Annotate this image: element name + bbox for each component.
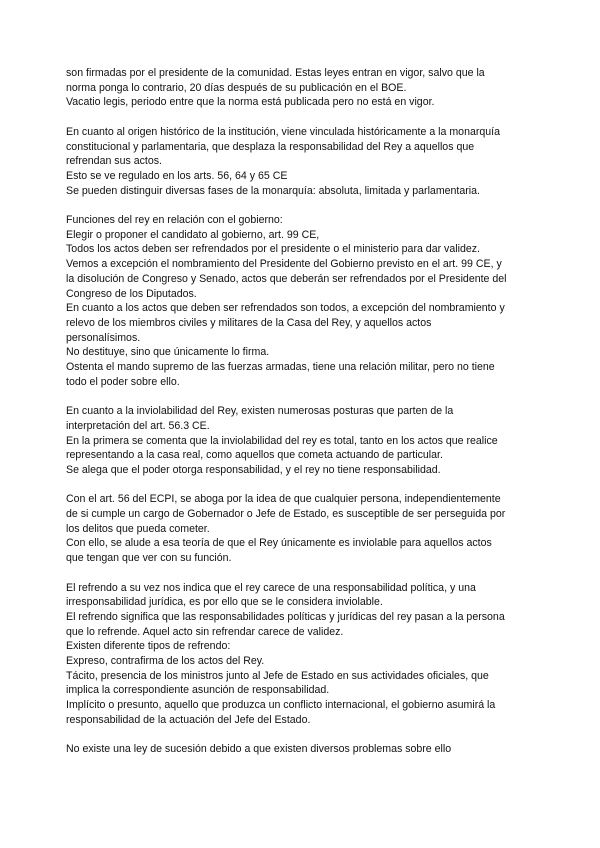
text-line: Elegir o proponer el candidato al gobierno, art. 99 CE, [66,228,320,241]
text-line: Existen diferente tipos de refrendo: [66,640,231,653]
paragraph [66,742,546,757]
text-line: responsabilidad de la actuación del Jefe del Estado. [66,713,311,726]
paragraph [66,404,546,478]
text-line: son firmadas por el presidente de la comunidad. Estas leyes entran en vigor, salvo que la [66,67,485,79]
text-line: que lo refrende. Aquel acto sin refrendar carece de validez. [66,625,344,638]
paragraph [66,66,546,110]
text-line: Ostenta el mando supremo de las fuerzas armadas, tiene una relación militar, pero no tiene [66,361,495,374]
text-line: Vacatio legis, periodo entre que la norma está publicada pero no está en vigor. [66,96,435,109]
text-line: todo el poder sobre ello. [66,375,180,388]
text-line: norma ponga lo contrario, 20 días después de su publicación en el BOE. [66,81,407,94]
text-line: de si cumple un cargo de Gobernador o Jefe de Estado, es susceptible de ser perseguida por [66,508,506,521]
paragraph [66,213,546,389]
text-line: Congreso de los Diputados. [66,287,197,300]
document-body [66,66,546,772]
text-line: Se pueden distinguir diversas fases de la monarquía: absoluta, limitada y parlamentaria. [66,184,480,197]
text-line: constitucional y parlamentaria, que desplaza la responsabilidad del Rey a aquellos que [66,140,475,153]
paragraph [66,492,546,566]
text-line: Vemos a excepción el nombramiento del Presidente del Gobierno previsto en el art. 99 CE, y [66,258,502,271]
text-line: El refrendo significa que las responsabilidades políticas y jurídicas del rey pasan a la persona [66,610,505,623]
text-line: la disolución de Congreso y Senado, actos que deberán ser refrendados por el Presidente del [66,272,507,285]
text-line: Con el art. 56 del ECPI, se aboga por la idea de que cualquier persona, independientemente [66,493,501,506]
text-line: Esto se ve regulado en los arts. 56, 64 y 65 CE [66,169,288,182]
text-line: representando a la casa real, como aquellos que cometa actuando de particular. [66,449,443,462]
text-line: Funciones del rey en relación con el gobierno: [66,214,283,226]
text-line: Implícito o presunto, aquello que produzca un conflicto internacional, el gobierno asumirá la [66,699,496,712]
text-line: personalísimos. [66,331,141,344]
text-line: El refrendo a su vez nos indica que el rey carece de una responsabilidad política, y una [66,581,476,594]
paragraph [66,125,546,199]
text-line: relevo de los miembros civiles y militares de la Casa del Rey, y aquellos actos [66,316,432,329]
text-line: refrendan sus actos. [66,155,162,168]
paragraph [66,581,546,728]
text-line: irresponsabilidad jurídica, es por ello que se le considera inviolable. [66,596,383,609]
text-line: En cuanto al origen histórico de la institución, viene vinculada históricamente a la monarquía [66,125,501,138]
text-line: Todos los actos deben ser refrendados por el presidente o el ministerio para dar validez. [66,243,480,256]
text-line: No destituye, sino que únicamente lo firma. [66,346,270,359]
text-line: Con ello, se alude a esa teoría de que el Rey únicamente es inviolable para aquellos actos [66,537,492,550]
text-line: Se alega que el poder otorga responsabilidad, y el rey no tiene responsabilidad. [66,463,441,476]
text-line: interpretación del art. 56.3 CE. [66,419,210,432]
text-line: Expreso, contrafirma de los actos del Rey. [66,655,265,668]
text-line: Tácito, presencia de los ministros junto al Jefe de Estado en sus actividades oficiales, que [66,669,489,682]
text-line: En cuanto a los actos que deben ser refrendados son todos, a excepción del nombramiento y [66,302,505,315]
text-line: En la primera se comenta que la inviolabilidad del rey es total, tanto en los actos que realice [66,434,498,447]
text-line: implica la correspondiente asunción de responsabilidad. [66,684,330,697]
text-line: No existe una ley de sucesión debido a que existen diversos problemas sobre ello [66,743,452,756]
text-line: que tengan que ver con su función. [66,552,232,565]
text-line: En cuanto a la inviolabilidad del Rey, existen numerosas posturas que parten de la [66,405,454,418]
text-line: los delitos que pueda cometer. [66,522,210,535]
